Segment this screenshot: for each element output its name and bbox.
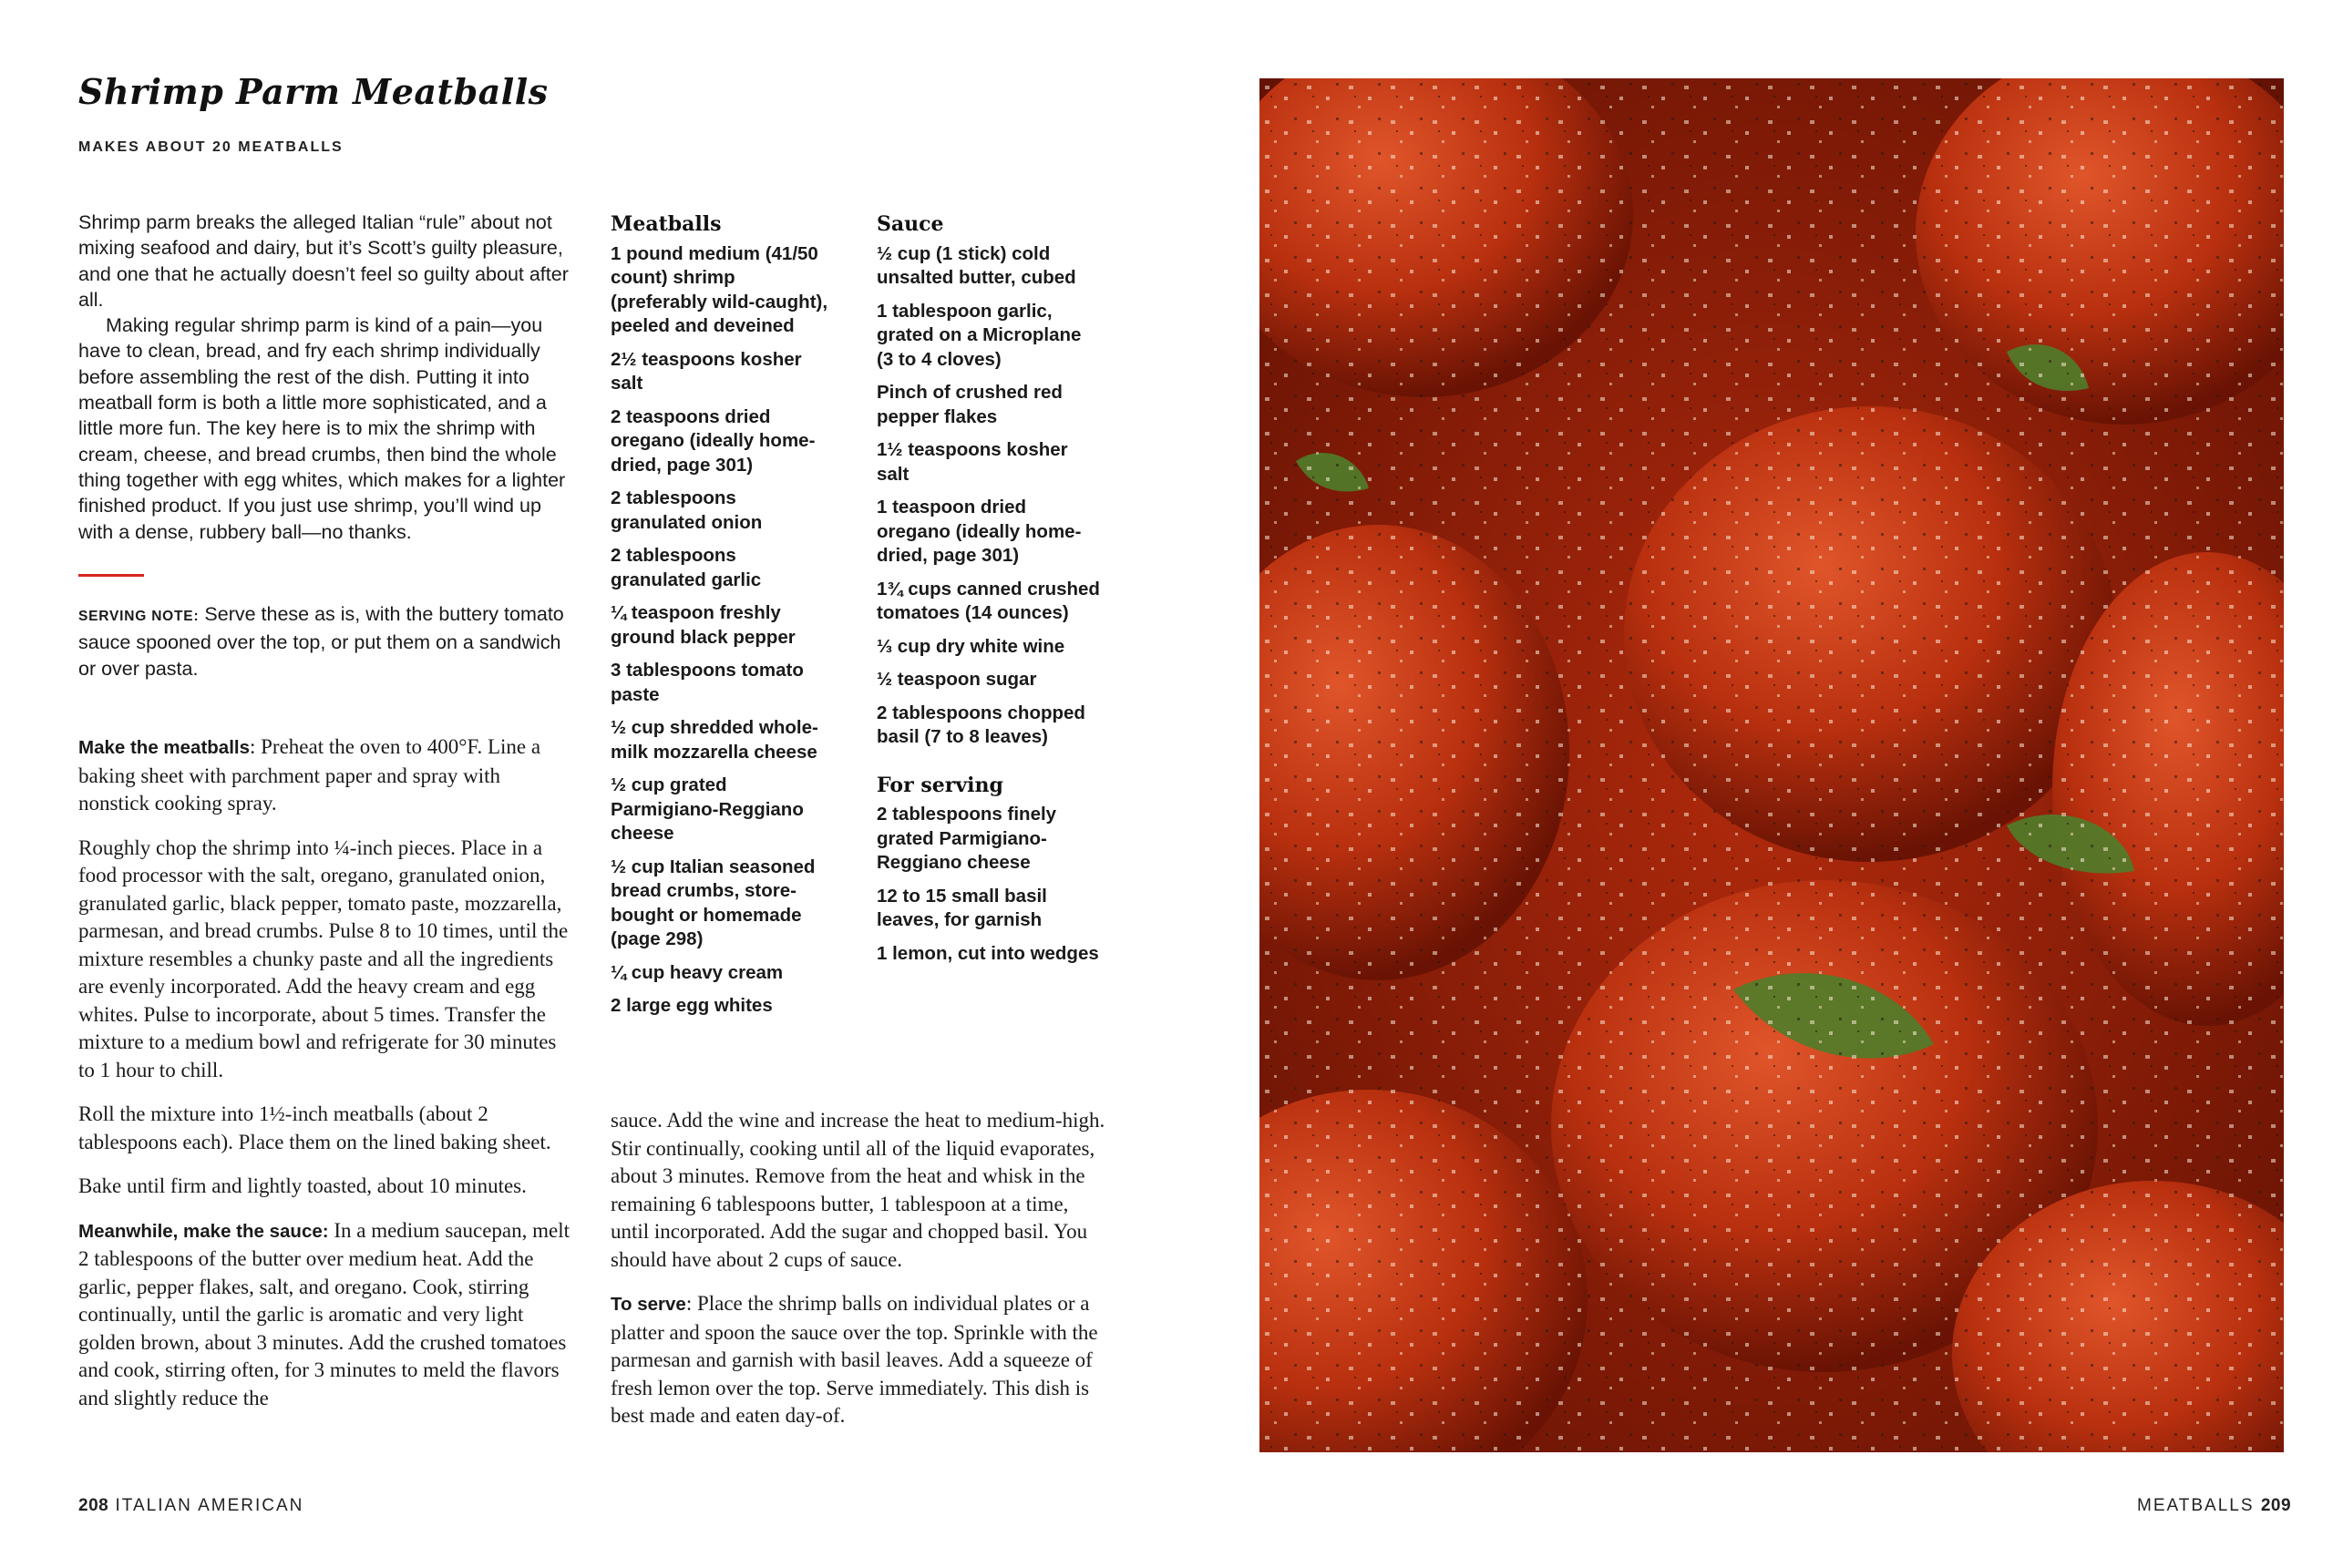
ingredient-item: 2½ teaspoons kosher salt <box>611 348 802 394</box>
ingredients-heading: Meatballs <box>611 212 722 236</box>
step-text: In a medium saucepan, melt 2 tablespoons of the butter over medium heat. Add the garlic, pepper flakes, salt, and oregano. Cook, stirring continually, until the garlic is aromatic and very light golden brown, about 3 minutes. Add the crushed tomatoes and cook, stirring often, for 3 minutes to meld the flavors and slightly reduce the <box>78 1218 570 1409</box>
ingredients-heading: For serving <box>877 773 1003 797</box>
ingredient-item: 1 tablespoon garlic, grated on a Microplane (3 to 4 cloves) <box>877 300 1082 370</box>
ingredient-item: ¼ cup heavy cream <box>611 961 784 983</box>
recipe-yield: MAKES ABOUT 20 MEATBALLS <box>78 139 344 155</box>
intro-paragraph: Shrimp parm breaks the alleged Italian “rule” about not mixing seafood and dairy, but it’s Scott’s guilty pleasure, and one that he actually doesn’t feel so guilty about after all. <box>78 211 569 311</box>
ingredient-item: 2 tablespoons finely grated Parmigiano-Reggiano cheese <box>877 804 1057 873</box>
ingredient-item: 1 teaspoon dried oregano (ideally home-dried, page 301) <box>877 497 1082 566</box>
ingredient-list <box>877 803 1103 966</box>
intro-text <box>78 210 570 545</box>
ingredient-item: ½ cup grated Parmigiano-Reggiano cheese <box>611 774 804 844</box>
page-number: 208 <box>78 1496 109 1515</box>
left-page-footer <box>78 1496 303 1516</box>
step-text: : Place the shrimp balls on individual plates or a platter and spoon the sauce over the top. Sprinkle with the parmesan and garnish with basil leaves. Add a squeeze of fresh lemon over the top. Serve immediately. This dish is best made and eaten day-of. <box>611 1292 1098 1427</box>
ingredients-heading: Sauce <box>877 212 944 236</box>
ingredient-item: 1½ teaspoons kosher salt <box>877 439 1068 485</box>
chapter-title: MEATBALLS <box>2137 1496 2255 1515</box>
ingredients-sauce <box>877 212 1103 975</box>
step-label: Meanwhile, make the sauce: <box>78 1220 329 1242</box>
ingredient-item: 1 pound medium (41/50 count) shrimp (preferably wild-caught), peeled and deveined <box>611 242 828 336</box>
meatballs-photo <box>1259 78 2284 1452</box>
ingredient-list <box>877 242 1103 750</box>
right-page-footer <box>2137 1496 2291 1516</box>
ingredients-meatballs <box>611 212 837 1028</box>
ingredient-item: 2 large egg whites <box>611 995 773 1016</box>
step-label: To serve <box>611 1294 686 1315</box>
method-column-1 <box>78 733 575 1429</box>
method-step <box>78 1217 575 1413</box>
ingredient-item: ¼ teaspoon freshly ground black pepper <box>611 602 796 648</box>
ingredient-item: 1¾ cups canned crushed tomatoes (14 ounces) <box>877 578 1100 623</box>
ingredient-item: 3 tablespoons tomato paste <box>611 660 804 705</box>
book-title: ITALIAN AMERICAN <box>115 1496 304 1515</box>
serving-note-text: Serve these as is, with the buttery tomato sauce spooned over the top, or put them on a sandwich or over pasta. <box>78 603 564 680</box>
accent-divider <box>78 574 144 577</box>
step-text: : Preheat the oven to 400°F. Line a baking sheet with parchment paper and spray with nonstick cooking spray. <box>78 735 541 815</box>
ingredient-item: ½ cup Italian seasoned bread crumbs, store-bought or homemade (page 298) <box>611 856 816 949</box>
ingredient-item: ½ teaspoon sugar <box>877 669 1037 690</box>
ingredient-item: 2 tablespoons chopped basil (7 to 8 leaves) <box>877 702 1085 747</box>
ingredient-list <box>611 242 837 1019</box>
method-step <box>611 1290 1107 1430</box>
ingredient-item: 2 tablespoons granulated garlic <box>611 545 762 590</box>
ingredient-item: 12 to 15 small basil leaves, for garnish <box>877 885 1047 930</box>
ingredient-item: 2 tablespoons granulated onion <box>611 487 763 533</box>
page-number: 209 <box>2260 1496 2292 1515</box>
intro-paragraph: Making regular shrimp parm is kind of a pain—you have to clean, bread, and fry each shrimp individually before assembling the rest of the dish. Putting it into meatball form is both a little more sophisticated, and a little more fun. The key here is to mix the shrimp with cream, cheese, and bread crumbs, then bind the whole thing together with egg whites, which makes for a lighter finished product. If you just use shrimp, you’ll wind up with a dense, rubbery ball—no thanks. <box>78 314 566 543</box>
ingredient-item: 2 teaspoons dried oregano (ideally home-dried, page 301) <box>611 405 816 476</box>
method-step: Roughly chop the shrimp into ¼-inch pieces. Place in a food processor with the salt, oregano, granulated onion, granulated garlic, black pepper, tomato paste, mozzarella, parmesan, and bread crumbs. Pulse 8 to 10 times, until the mixture resembles a chunky paste and all the ingredients are evenly incorporated. Add the heavy cream and egg whites. Pulse to incorporate, about 5 times. Transfer the mixture to a medium bowl and refrigerate for 30 minutes to 1 hour to chill. <box>78 835 569 1081</box>
method-column-2 <box>611 1107 1107 1447</box>
serving-note-label: SERVING NOTE: <box>78 609 200 624</box>
method-step: sauce. Add the wine and increase the heat to medium-high. Stir continually, cooking until all of the liquid evaporates, about 3 minutes. Remove from the heat and whisk in the remaining 6 tablespoons butter, 1 tablespoon at a time, until incorporated. Add the sugar and chopped basil. You should have about 2 cups of sauce. <box>611 1109 1105 1271</box>
ingredient-item: 1 lemon, cut into wedges <box>877 942 1099 964</box>
recipe-title: Shrimp Parm Meatballs <box>78 71 549 112</box>
ingredient-item: ½ cup shredded whole-milk mozzarella cheese <box>611 717 818 763</box>
ingredient-item: ⅓ cup dry white wine <box>877 635 1065 657</box>
ingredient-item: Pinch of crushed red pepper flakes <box>877 382 1063 427</box>
method-step <box>78 733 575 818</box>
method-step: Bake until firm and lightly toasted, about 10 minutes. <box>78 1174 527 1197</box>
step-label: Make the meatballs <box>78 737 250 758</box>
meatballs-illustration <box>1259 78 2284 1452</box>
ingredient-item: ½ cup (1 stick) cold unsalted butter, cubed <box>877 242 1076 288</box>
serving-note <box>78 601 570 682</box>
method-step: Roll the mixture into 1½-inch meatballs (about 2 tablespoons each). Place them on the lined baking sheet. <box>78 1102 551 1153</box>
